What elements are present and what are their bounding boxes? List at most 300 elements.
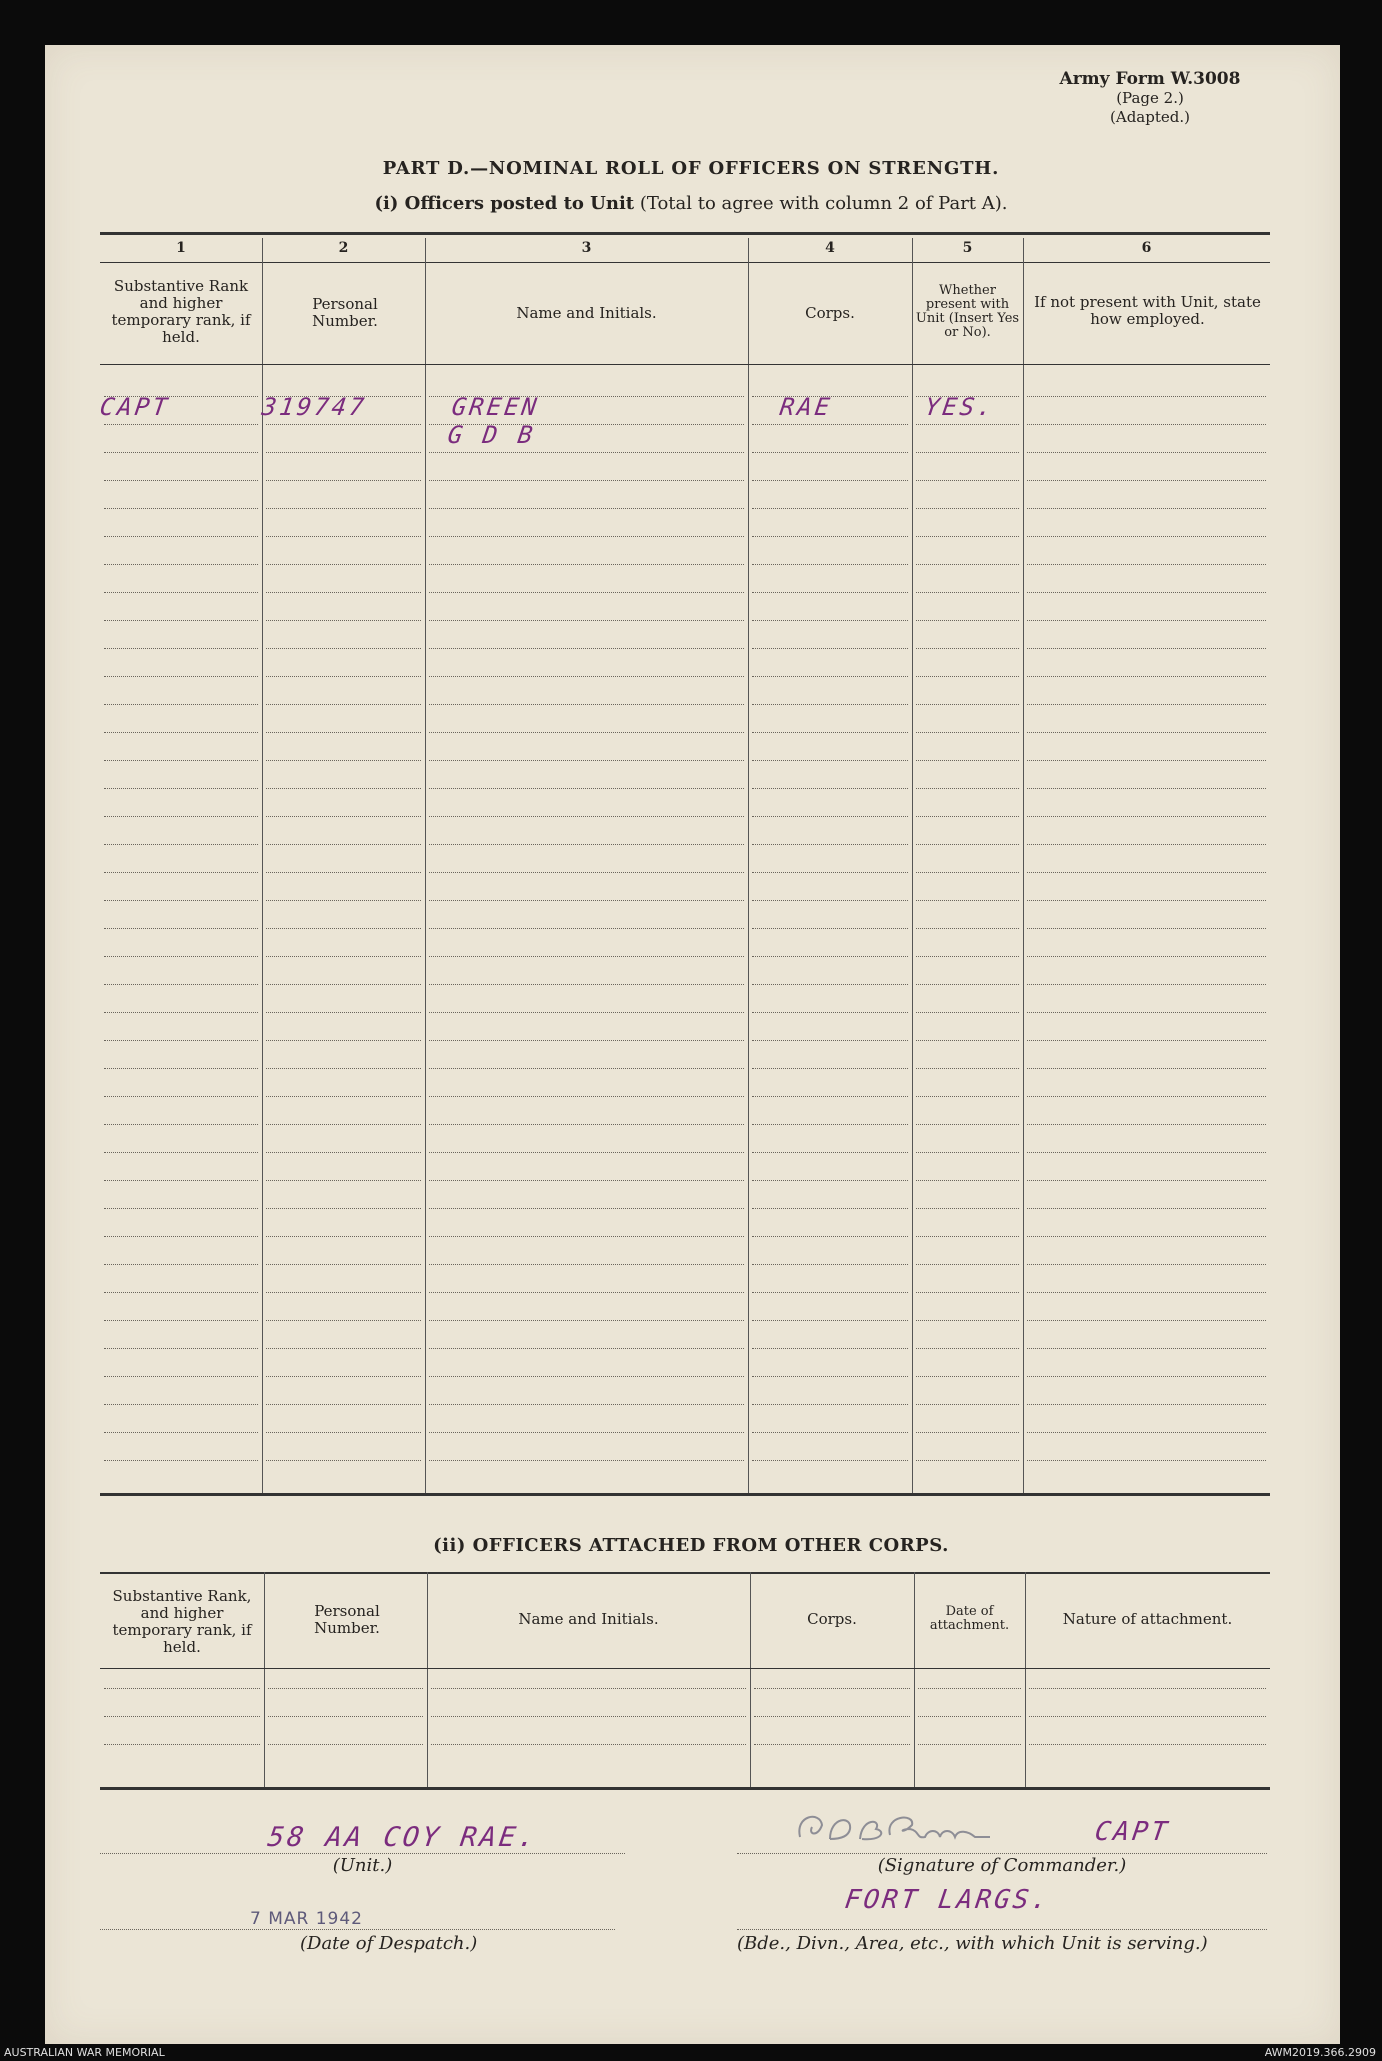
entry-row-line <box>916 620 1019 621</box>
entry-row-line <box>104 1376 258 1377</box>
unit-label: (Unit.) <box>332 1855 393 1876</box>
entry-row-line <box>266 1292 421 1293</box>
entry-row-line <box>429 1096 744 1097</box>
signature-line <box>737 1853 1267 1854</box>
attached-row-line <box>918 1688 1021 1689</box>
entry-row-line <box>104 676 258 677</box>
entry-row-line <box>104 1264 258 1265</box>
entry-row-line <box>752 1320 908 1321</box>
entry-row-line <box>916 984 1019 985</box>
header-personal-number: Personal Number. <box>312 295 378 330</box>
entry-row-line <box>1027 424 1266 425</box>
entry-row-line <box>429 788 744 789</box>
entry-row-line <box>429 956 744 957</box>
entry-row-line <box>104 1124 258 1125</box>
entry-row-line <box>104 1152 258 1153</box>
entry-row-line <box>104 760 258 761</box>
attached-row-line <box>104 1716 260 1717</box>
entry-row-line <box>1027 844 1266 845</box>
entry-row-line <box>429 816 744 817</box>
entry-row-line <box>429 1432 744 1433</box>
entry-row-line <box>104 424 258 425</box>
attached-row-line <box>104 1744 260 1745</box>
entry-row-line <box>916 1040 1019 1041</box>
column-number-4: 4 <box>825 240 835 256</box>
entry-row-line <box>1027 564 1266 565</box>
entry-row-line <box>266 1376 421 1377</box>
entry-row-line <box>104 508 258 509</box>
attached-header-name-initials: Name and Initials. <box>518 1610 659 1628</box>
entry-row-line <box>916 1124 1019 1125</box>
attached-row-line <box>268 1716 423 1717</box>
entry-rank: CAPT <box>98 393 172 421</box>
entry-row-line <box>429 536 744 537</box>
attached-row-line <box>754 1744 910 1745</box>
entry-row-line <box>429 452 744 453</box>
entry-row-line <box>752 1460 908 1461</box>
archive-bar <box>0 2044 1382 2061</box>
table2-col-divider <box>1025 1572 1026 1787</box>
header-present: Whether present with Unit (Insert Yes or No). <box>915 283 1020 340</box>
entry-row-line <box>104 452 258 453</box>
table1-col-divider <box>912 238 913 1493</box>
entry-row-line <box>916 480 1019 481</box>
table1-col-divider <box>262 238 263 1493</box>
entry-row-line <box>916 1012 1019 1013</box>
entry-row-line <box>1027 1460 1266 1461</box>
entry-row-line <box>752 1040 908 1041</box>
table1-number-divider <box>100 262 1270 263</box>
entry-row-line <box>916 1404 1019 1405</box>
entry-row-line <box>916 1180 1019 1181</box>
entry-row-line <box>266 1040 421 1041</box>
entry-row-line <box>266 956 421 957</box>
entry-row-line <box>752 1012 908 1013</box>
entry-row-line <box>266 396 421 397</box>
location-value: FORT LARGS. <box>842 1885 1053 1915</box>
entry-row-line <box>104 480 258 481</box>
entry-personal-number: 319747 <box>260 393 369 421</box>
form-number: Army Form W.3008 <box>1059 69 1241 89</box>
entry-row-line <box>916 1236 1019 1237</box>
entry-row-line <box>104 536 258 537</box>
entry-row-line <box>1027 1096 1266 1097</box>
entry-row-line <box>104 1096 258 1097</box>
entry-name: GREEN G D B <box>446 393 542 449</box>
entry-row-line <box>752 956 908 957</box>
entry-row-line <box>916 872 1019 873</box>
table1-bottom-border <box>100 1493 1270 1496</box>
entry-row-line <box>916 788 1019 789</box>
entry-row-line <box>1027 956 1266 957</box>
entry-row-line <box>104 928 258 929</box>
entry-row-line <box>104 592 258 593</box>
entry-row-line <box>429 1012 744 1013</box>
entry-row-line <box>1027 900 1266 901</box>
entry-row-line <box>752 536 908 537</box>
entry-row-line <box>266 536 421 537</box>
entry-row-line <box>104 1180 258 1181</box>
attached-header-corps: Corps. <box>807 1610 857 1628</box>
entry-row-line <box>429 396 744 397</box>
entry-row-line <box>752 872 908 873</box>
column-number-3: 3 <box>581 240 592 256</box>
entry-row-line <box>1027 1432 1266 1433</box>
entry-row-line <box>429 620 744 621</box>
entry-row-line <box>1027 1404 1266 1405</box>
table2-top-border <box>100 1572 1270 1574</box>
entry-row-line <box>1027 1180 1266 1181</box>
entry-row-line <box>1027 1264 1266 1265</box>
attached-row-line <box>431 1688 746 1689</box>
entry-row-line <box>1027 732 1266 733</box>
section1-title-rest: (Total to agree with column 2 of Part A). <box>634 193 1008 214</box>
attached-row-line <box>918 1716 1021 1717</box>
entry-row-line <box>429 676 744 677</box>
entry-row-line <box>429 1460 744 1461</box>
entry-row-line <box>429 732 744 733</box>
entry-row-line <box>429 1376 744 1377</box>
entry-row-line <box>266 452 421 453</box>
entry-row-line <box>916 1460 1019 1461</box>
entry-row-line <box>752 424 908 425</box>
entry-row-line <box>1027 620 1266 621</box>
entry-row-line <box>104 1348 258 1349</box>
entry-row-line <box>752 704 908 705</box>
signature-rank: CAPT <box>1092 1817 1172 1847</box>
entry-row-line <box>1027 760 1266 761</box>
entry-row-line <box>1027 648 1266 649</box>
entry-row-line <box>916 1348 1019 1349</box>
entry-row-line <box>429 900 744 901</box>
entry-row-line <box>1027 508 1266 509</box>
entry-row-line <box>752 816 908 817</box>
entry-row-line <box>1027 816 1266 817</box>
entry-row-line <box>104 704 258 705</box>
table1-top-border <box>100 232 1270 235</box>
entry-row-line <box>104 648 258 649</box>
entry-row-line <box>266 1124 421 1125</box>
entry-row-line <box>916 760 1019 761</box>
attached-header-personal-number: Personal Number. <box>314 1602 380 1637</box>
entry-row-line <box>916 1264 1019 1265</box>
entry-row-line <box>266 928 421 929</box>
entry-row-line <box>752 1180 908 1181</box>
entry-row-line <box>266 1236 421 1237</box>
entry-row-line <box>266 1264 421 1265</box>
entry-row-line <box>429 844 744 845</box>
entry-row-line <box>266 424 421 425</box>
entry-row-line <box>266 900 421 901</box>
entry-row-line <box>429 424 744 425</box>
entry-row-line <box>752 1376 908 1377</box>
header-corps: Corps. <box>805 304 855 322</box>
entry-row-line <box>104 1432 258 1433</box>
entry-row-line <box>104 844 258 845</box>
entry-row-line <box>266 760 421 761</box>
entry-row-line <box>429 592 744 593</box>
entry-row-line <box>104 1236 258 1237</box>
entry-row-line <box>266 1012 421 1013</box>
section1-title <box>0 193 1382 214</box>
entry-row-line <box>752 1292 908 1293</box>
entry-row-line <box>266 788 421 789</box>
entry-row-line <box>104 732 258 733</box>
entry-row-line <box>104 872 258 873</box>
table2-bottom-border <box>100 1787 1270 1790</box>
attached-row-line <box>268 1744 423 1745</box>
entry-row-line <box>752 760 908 761</box>
entry-row-line <box>104 1404 258 1405</box>
entry-row-line <box>429 1208 744 1209</box>
entry-row-line <box>266 1348 421 1349</box>
entry-row-line <box>266 480 421 481</box>
entry-row-line <box>916 704 1019 705</box>
entry-row-line <box>752 1404 908 1405</box>
entry-row-line <box>752 1096 908 1097</box>
entry-row-line <box>752 928 908 929</box>
unit-line <box>100 1853 625 1854</box>
header-rank: Substantive Rank and higher temporary rank, if held. <box>111 277 251 346</box>
entry-row-line <box>916 1068 1019 1069</box>
entry-row-line <box>429 1292 744 1293</box>
entry-row-line <box>1027 928 1266 929</box>
entry-row-line <box>1027 452 1266 453</box>
entry-row-line <box>1027 1152 1266 1153</box>
entry-row-line <box>429 1264 744 1265</box>
entry-row-line <box>916 648 1019 649</box>
entry-row-line <box>104 984 258 985</box>
entry-row-line <box>916 1208 1019 1209</box>
attached-row-line <box>268 1688 423 1689</box>
entry-row-line <box>104 564 258 565</box>
unit-value: 58 AA COY RAE. <box>265 1822 540 1853</box>
entry-row-line <box>752 620 908 621</box>
entry-row-line <box>266 508 421 509</box>
section1-title-bold: (i) Officers posted to Unit <box>374 193 635 214</box>
archive-reference: AWM2019.366.2909 <box>1264 2046 1376 2059</box>
entry-row-line <box>752 508 908 509</box>
column-number-5: 5 <box>962 240 973 256</box>
column-number-1: 1 <box>176 240 186 256</box>
entry-row-line <box>266 1096 421 1097</box>
entry-row-line <box>266 732 421 733</box>
entry-row-line <box>752 1068 908 1069</box>
entry-row-line <box>1027 788 1266 789</box>
table1-col-divider <box>1023 238 1024 1493</box>
table2-col-divider <box>750 1572 751 1787</box>
entry-row-line <box>916 1096 1019 1097</box>
entry-row-line <box>916 424 1019 425</box>
part-title: PART D.—NOMINAL ROLL OF OFFICERS ON STRENGTH. <box>382 158 1000 179</box>
entry-row-line <box>752 480 908 481</box>
entry-row-line <box>1027 1376 1266 1377</box>
entry-row-line <box>429 508 744 509</box>
entry-row-line <box>266 620 421 621</box>
entry-row-line <box>752 1432 908 1433</box>
entry-row-line <box>916 1292 1019 1293</box>
location-label: (Bde., Divn., Area, etc., with which Unit is serving.) <box>737 1933 1208 1954</box>
entry-row-line <box>429 984 744 985</box>
form-page: (Page 2.) <box>1116 89 1184 107</box>
location-line <box>737 1929 1267 1930</box>
entry-row-line <box>266 1152 421 1153</box>
entry-row-line <box>429 1040 744 1041</box>
entry-row-line <box>266 676 421 677</box>
despatch-date-stamp: 7 MAR 1942 <box>250 1909 363 1929</box>
entry-row-line <box>916 592 1019 593</box>
entry-row-line <box>429 1320 744 1321</box>
entry-row-line <box>752 844 908 845</box>
entry-row-line <box>752 452 908 453</box>
entry-row-line <box>916 900 1019 901</box>
entry-row-line <box>266 1432 421 1433</box>
table2-col-divider <box>427 1572 428 1787</box>
entry-row-line <box>1027 536 1266 537</box>
entry-row-line <box>752 1348 908 1349</box>
entry-row-line <box>1027 396 1266 397</box>
table2-header-divider <box>100 1668 1270 1669</box>
entry-row-line <box>1027 1040 1266 1041</box>
entry-row-line <box>429 648 744 649</box>
entry-row-line <box>752 900 908 901</box>
attached-header-date: Date of attachment. <box>929 1604 1010 1633</box>
entry-row-line <box>916 508 1019 509</box>
entry-row-line <box>1027 480 1266 481</box>
form-identifier <box>1020 70 1280 127</box>
entry-row-line <box>429 480 744 481</box>
entry-row-line <box>916 1432 1019 1433</box>
entry-row-line <box>266 592 421 593</box>
table1-col-divider <box>748 238 749 1493</box>
entry-row-line <box>104 816 258 817</box>
header-name-initials: Name and Initials. <box>516 304 657 322</box>
entry-row-line <box>104 1040 258 1041</box>
entry-row-line <box>429 760 744 761</box>
entry-row-line <box>104 396 258 397</box>
attached-row-line <box>431 1716 746 1717</box>
entry-row-line <box>104 1292 258 1293</box>
entry-row-line <box>916 676 1019 677</box>
entry-row-line <box>916 732 1019 733</box>
entry-row-line <box>1027 1348 1266 1349</box>
entry-row-line <box>916 1152 1019 1153</box>
entry-row-line <box>429 928 744 929</box>
entry-row-line <box>429 1152 744 1153</box>
entry-row-line <box>1027 676 1266 677</box>
entry-row-line <box>266 704 421 705</box>
entry-row-line <box>916 956 1019 957</box>
commander-signature <box>790 1807 1020 1849</box>
attached-row-line <box>918 1744 1021 1745</box>
entry-row-line <box>1027 704 1266 705</box>
entry-row-line <box>429 1236 744 1237</box>
entry-row-line <box>266 872 421 873</box>
entry-row-line <box>1027 984 1266 985</box>
entry-row-line <box>266 1320 421 1321</box>
entry-row-line <box>104 1208 258 1209</box>
entry-row-line <box>104 1068 258 1069</box>
entry-row-line <box>1027 1208 1266 1209</box>
entry-row-line <box>916 928 1019 929</box>
column-number-2: 2 <box>338 240 349 256</box>
table1-header-divider <box>100 364 1270 365</box>
entry-row-line <box>752 788 908 789</box>
entry-row-line <box>429 1180 744 1181</box>
entry-row-line <box>1027 1320 1266 1321</box>
column-number-6: 6 <box>1141 240 1152 256</box>
entry-row-line <box>752 1236 908 1237</box>
entry-row-line <box>752 1264 908 1265</box>
entry-row-line <box>266 984 421 985</box>
entry-row-line <box>916 1320 1019 1321</box>
header-employment: If not present with Unit, state how employed. <box>1034 293 1261 328</box>
entry-row-line <box>429 1348 744 1349</box>
entry-row-line <box>429 564 744 565</box>
entry-row-line <box>752 1124 908 1125</box>
attached-row-line <box>431 1744 746 1745</box>
section2-title: (ii) OFFICERS ATTACHED FROM OTHER CORPS. <box>433 1535 949 1556</box>
entry-row-line <box>1027 872 1266 873</box>
entry-row-line <box>1027 592 1266 593</box>
entry-row-line <box>752 732 908 733</box>
entry-row-line <box>429 1124 744 1125</box>
entry-row-line <box>916 844 1019 845</box>
entry-row-line <box>1027 1124 1266 1125</box>
entry-row-line <box>266 1460 421 1461</box>
entry-row-line <box>266 1068 421 1069</box>
entry-corps: RAE <box>778 393 835 421</box>
entry-row-line <box>916 816 1019 817</box>
entry-row-line <box>752 396 908 397</box>
entry-row-line <box>104 1012 258 1013</box>
entry-row-line <box>266 1404 421 1405</box>
entry-row-line <box>266 816 421 817</box>
date-label: (Date of Despatch.) <box>300 1933 478 1954</box>
entry-row-line <box>429 1404 744 1405</box>
attached-row-line <box>1029 1688 1266 1689</box>
entry-row-line <box>429 872 744 873</box>
table1-col-divider <box>425 238 426 1493</box>
attached-row-line <box>1029 1744 1266 1745</box>
archive-name: AUSTRALIAN WAR MEMORIAL <box>4 2046 165 2059</box>
attached-row-line <box>754 1688 910 1689</box>
entry-row-line <box>266 1180 421 1181</box>
entry-row-line <box>266 1208 421 1209</box>
entry-row-line <box>104 1320 258 1321</box>
entry-row-line <box>104 900 258 901</box>
entry-row-line <box>916 1376 1019 1377</box>
entry-row-line <box>752 984 908 985</box>
table2-col-divider <box>264 1572 265 1787</box>
signature-label: (Signature of Commander.) <box>877 1855 1127 1876</box>
entry-row-line <box>916 536 1019 537</box>
entry-row-line <box>1027 1236 1266 1237</box>
entry-row-line <box>752 1152 908 1153</box>
entry-row-line <box>916 396 1019 397</box>
entry-row-line <box>752 1208 908 1209</box>
entry-row-line <box>104 788 258 789</box>
entry-row-line <box>104 956 258 957</box>
entry-present: YES. <box>923 393 997 421</box>
attached-header-nature: Nature of attachment. <box>1062 1610 1233 1628</box>
entry-row-line <box>266 844 421 845</box>
entry-row-line <box>916 452 1019 453</box>
attached-row-line <box>754 1716 910 1717</box>
entry-row-line <box>1027 1292 1266 1293</box>
form-adapted: (Adapted.) <box>1110 108 1190 126</box>
entry-row-line <box>429 1068 744 1069</box>
